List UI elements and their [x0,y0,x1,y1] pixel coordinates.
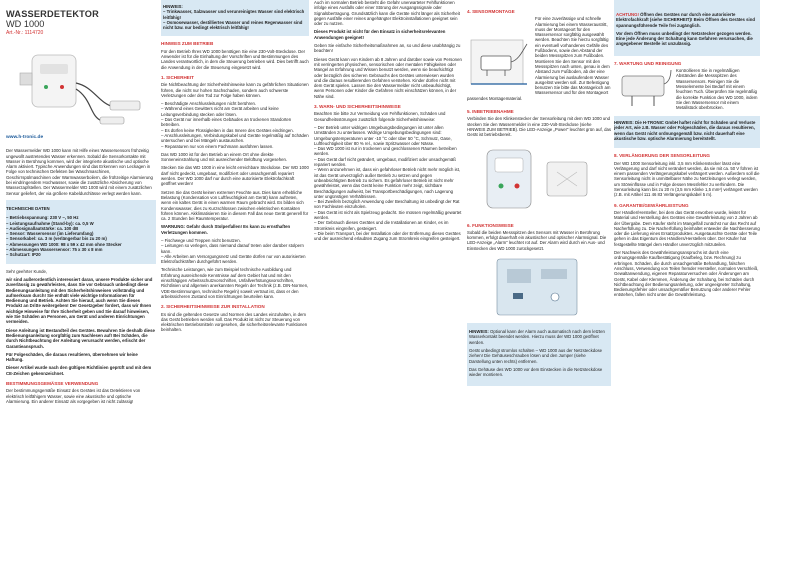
column-1 [6,0,156,569]
water-detector-illustration [6,37,156,129]
document-title: WASSERDETEKTOR [6,9,99,19]
warning-list: – Der Betrieb unter widrigen Umgebungsbedingungen ist unter allen Umständen zu unterlassen. Widrige Umgebungsbedingungen sind: Umgebungstemperaturen unter -10 °C oder über 50 °C, Schmutz, Gase, Luftfeuchtigkeit über 80 % rel., sowie Spritzwasser oder Nässe. – Das WD 1000 ist nur in trockenen und geschlossenen Räumen betreiben werden. – Das Gerät darf nicht geändert, umgebaut, modifiziert oder unsachgemäß repariert werden. – Wenn anzunehmen ist, dass ein gefahrloser Betrieb nicht mehr möglich ist, ist das Gerät unverzüglich außer Betrieb zu setzen und gegen unbeabsichtigten Betrieb zu sichern. Es gefahrloser Betrieb ist nicht mehr gewährleistet, wenn das Gerät keine Funktion mehr zeigt, sichtbare Beschädigungen aufweist, bei Transportbeschädigungen, nach Lagerung unter ungünstigen Verhältnissen. – Bei Zweifeln bezüglich Anwendung oder Beschaltung ist unbedingt der Rat von Fachleuten einzuholen. – Das Gerät ist nicht als Spielzeug gedacht. Sie müssen regelmäßig gewartet werden. – Der Gebrauch dieses Gerätes und die Installationen an Kinder, es im Stromkreis eingreifen, gesteigert. – Die beim Transport, bei der Installation oder der Entfernung dieses Gerätes und der ausreichend erlaubten Zugang zum Stromkreis eingreifen gesteigert. [314,124,462,242]
intended-use-text: Der bestimmungsgemäße Einsatz des Gerätes ist das Detektieren von elektrisch leitfähigem Wasser, sowie eine akustische und optische Alarmierung. Ein anderer Einsatz als vorgegeben ist nicht zulässig! [6,388,141,404]
warning-list: – Fischwege und Treppen nicht benutzen. – Leitungen so verlegen, dass niemand darauf treten oder darüber stolpern kann. – Alle Arbeiten am Versorgungsnetz und Geräte dürfen nur von autorisierten Elektrofachkräften durchgeführt werden. [161,237,306,265]
installation-text: Es sind die geltenden Gesetze und Normen des Landes einzuhalten, in dem das Gerät betrieben werden soll. Das Produkt ist nicht zur Steuerung von elektrischen Betriebsmitteln vorgesehen, die sicherheitsrelevante Funktionen beinhalten. [161,311,308,333]
tech-item: – Sensor: Wassersensor (im Lieferumfang) [6,231,94,237]
tech-item: – Audiosignallautstärke: ca. 100 dB [6,225,79,231]
notice-body: Die H-TRONIC GmbH haftet nicht für Schäden und Verluste jeder Art, wie z.B. Wasser oder Folgeschäden, die daraus resultieren, wenn das Gerät nicht ordnungsgemäß bzw. nicht dauerhaft eine akustische bzw. optische Alarmierung bereitstellt. [614,120,756,141]
warning-text [161,224,309,235]
operation-text: Für den Betrieb Ihres WD 1000 benötigen Sie eine 230-Volt-Steckdose. Der Anwender ist für die Einhaltung der Vorschriften und Bestimmungen des Landes verantwortlich, in dem die Steuerung betrieben wird. Dies betrifft auch die Anwendung in der die Steuerung eingesetzt wird. [161,48,309,70]
maintenance-text: Kontrollieren Sie in regelmäßigen Abständen die Messspitzen des Wassersensors. Reinigen Sie die Messelemente bei Bedarf mit einem feuchten Tuch. Überprüfen Sie regelmäßig die korrekte Funktion des WD 1000, indem Sie den Wassersensor mit einem Metallstück überbrücken. [676,68,758,111]
safety-paragraph: Das WD 1000 ist für den Betrieb an einem Ort ohne direkte Sonneneinstrahlung und mit ausreichender Belüftung vorgesehen. [161,151,288,163]
liability-notice-box [614,116,760,148]
notice-label: HINWEIS: [614,120,634,126]
operation-paragraph: Dieses Gerät kann von Kindern ab 8 Jahren und darüber sowie von Personen mit verringerten physischen, sensorischen oder mentalen Fähigkeiten oder Mangel an Erfahrung und Wissen benutzt werden, wenn sie beaufsichtigt oder bezüglich des sicheren Gebrauchs des Gerätes unterwiesen wurden und die daraus resultierenden Gefahren verstehen. Kinder dürfen nicht mit dem Gerät spielen. Lassen Sie den Wassermelder nicht unbeaufsichtigt, wenn Personen oder Kinder die Gefahren nicht einschätzen können, in der Nähe sind. [314,56,462,99]
sensor-mounting-text: Für eine zuverlässige und schnelle Alarmierung bei einem Wasseraustritt, muss der Montageort für den Wassersensor sorgfältig ausgewählt werden. Beachten Sie hierzu sorgfältig ein eventuell vorhandenes Gefälle des Fußbodens, sowie den Abstand der beiden Messspitzen zum Fußboden. Montieren Sie den Sensor mit den Messspitzen nach unten, genau in dem Abstand zum Fußboden, ab der eine Alarmierung bei auslaufendem Wasser ausgelöst werden soll. Zur Befestigung benutzen Sie bitte das Montageloch am Wassersensor und für den Montageort passendes Montagematerial. [467,16,611,101]
section-heading: HINWEIS ZUM BETRIEB [161,41,214,47]
maintenance-figure [614,68,672,114]
notice-item: – Osmosewasser, destilliertes Wasser und reines Regenwasser sind nicht bzw. nur bedingt elektrisch leitfähig! [163,19,303,31]
section-heading: 9. GARANTIE/GEWÄHRLEISTUNG [614,202,689,208]
jumper-notice-box [467,323,611,386]
safety-text: Die Nichtbeachtung der Sicherheitshinweise kann zu gefährlichen Situationen führen, die nicht nur hohen Sachschaden, sondern auch schwerste Verletzungen oder den Tod zur Folge haben können. [161,82,309,98]
notice-text [614,120,760,141]
tech-item: – Abmessungen WD 1000: 98 x 59 x 42 mm ohne Stecker [6,241,122,247]
section-heading: 1. SICHERHEIT [161,74,194,80]
circuit-board-illustration [467,255,610,319]
notice-text [469,329,607,345]
greeting: Sehr geehrter Kunde, [6,268,48,274]
circuit-board-figure [467,255,611,319]
sensor-mounting-illustration [467,36,531,92]
warranty-text: Der Händler/Hersteller, bei dem das Gerät erworben wurde, leistet für Material und Herstellung des Gerätes eine Gewährleistung von 2 Jahren ab der Übergabe. Dem Käufer steht im Mangelfall zunächst nur das Recht auf Nacherfüllung zu. Die Nacherfüllung beinhaltet entweder die Nachbesserung oder die Lieferung eines Ersatzproduktes. Ausgetauschte Geräte oder Teile gehen in das Eigentum des Händlers/Herstellers über. Der Käufer hat festgestellte Mängel dem Händler unverzüglich mitzuteilen. [614,209,760,247]
warning-body: Gefahr durch Stolperfallen! Es kann zu ernsthaften Verletzungen kommen. [161,224,291,235]
commissioning-text: Verbinden Sie den Klinkenstecker der Sensorleitung mit dem WD 1000 und stecken Sie den Wassermelder in eine 230-Volt-Steckdose (siehe HINWEIS ZUM BETRIEB). Die LED-Anzeige „Power“ leuchtet grün auf, das Gerät ist betriebsbereit. [467,116,611,138]
attention-text: Vor dem Öffnen muss unbedingt der Netzstecker gezogen werden. Eine jede Änderung der Schaltung kann Gefahren verursachen, die angegebener Bestelle ist unzulässig. [616,30,753,47]
notice-label: HINWEIS: [163,4,183,9]
safety-paragraph: Setzen Sie das Gerät keinen extremen Feuchte aus. Dies kann erhebliche Belastung (Kondensation von Luftfeuchtigkeit am Gerät) kann auftreten, wenn ein kaltes Gerät in einen warmen Raum gebracht wird. Es bilden sich Kondenswasser, dies zu Kurzschlüssen zwischen elektrischen Kontakten führen können. Akklimatisieren Sie in diesem Fall das neue Gerät generell für ca. 2 Stunden bei Raumtemperatur. [161,189,309,222]
attention-label: ACHTUNG! [616,12,639,17]
column-5-inner [614,0,760,569]
notice-body: Optional kann der Alarm auch automatisch nach dem letzten Wasserkontakt beendet werden. Hierzu muss der WD 1000 geöffnet werden. [469,329,605,345]
tech-data-heading: TECHNISCHE DATEN [6,205,50,211]
section-heading: 2. SICHERHEITSHINWEISE ZUR INSTALLATION [161,304,265,310]
column-3 [314,0,462,569]
tech-data-box [6,200,156,264]
tech-item: – Abmessungen Wassersensor: 75 x 30 x 8 mm [6,247,103,253]
intro-paragraph: Für Folgeschäden, die daraus resultieren, übernehmen wir keine Haftung. [6,351,138,363]
product-image [6,37,156,129]
warning-label: WARNUNG: [161,224,186,230]
intro-paragraph: Dieser Artikel wurde nach den gültigen Richtlinien geprüft und mit dem CE-Zeichen gekennzeichnet. [6,365,152,376]
attention-box [614,0,760,56]
notice-label: HINWEIS: [469,329,489,335]
section-heading: 8. VERLÄNGERUNG DER SENSORLEITUNG [614,153,710,159]
notice-text: Gerät unbedingt stromlos schalten – WD 1000 aus der Netzsteckdose ziehen! Die Gehäuseschrauben lösen und den Jumper (siehe Darstellung unten rechts) entfernen. [469,347,603,364]
tech-item: – Betriebsspannung: 230 V ~, 50 Hz [6,215,79,221]
extension-text: Der WD 1000 Sensorleitung inkl. 3,5 mm Klinkenstecker lässt eine Verlängerung und darf nicht verändert werden, da sie mit ca. 50 V führen ist einem passenden Verlängerungskabel verlängert werden. Außerdem soll die Sensorleitung nicht in unmittelbarer Nähe zu Netzleitungen verlegt werden, um Störeinflüsse und in Folge dessen Messfehler zu verhindern. Die Sensorleitung kann bis zu 20 m (3,5 mm Klinke 1,5 mm²) verlängert werden (z.B. mit Artikel 111 46 83 Verlängerungskabel 5 m). [614,160,760,198]
section-heading: BESTIMMUNGSGEMÄSSE VERWENDUNG [6,380,99,386]
notice-item: – Trinkwasser, Salzwasser und verunreinigtes Wasser sind elektrisch leitfähig! [163,9,305,20]
intro-paragraph: Diese Anleitung ist Bestandteil des Gerätes. Bewahren Sie deshalb diese Bedienungsanleitung sorgfältig zum Nachlesen auf! Bei Schäden, die durch Nichtbeachtung der Anleitung verursacht werden, erlischt der Garantieanspruch. [6,327,155,349]
device-front-figure [467,142,611,218]
tech-item: – Schutzart: IP20 [6,252,41,258]
section-heading: 5. INBETRIEBNAHME [467,109,514,115]
column-right [614,0,762,569]
operation-paragraph: Auch im normalen Betrieb besteht die Gefahr unerwarteter Fehlfunktionen infolge eines Ausfalls oder einer Störung der Ausgangssignale oder Signalübertragung. Grundsätzlich kann die Geräte nicht länger als Sicherheit gegen Ausfälle einer reines angehängter Elektroinstallationen geeignet sein oder zu nutzen. [314,0,460,27]
tech-item: – Sensorkabel: ca. 3 m (verlängerbar bis zu 20 m) [6,236,107,242]
attention-body: Öffnen des Gerätes nur durch eine autorisierte Elektrofachkraft (siehe SICHERHEIT)! Beim Öffnen des Gerätes sind spannungsführende Teile frei zugänglich. [616,12,755,28]
intro-paragraph: wir sind außerordentlich interessiert daran, unsere Produkte sicher und zuverlässig zu gewährleisten, dass Sie vor Gebrauch unbedingt diese Bedienungsanleitung mit den Sicherheitshinweisen vollständig und aufmerksam durch! Sie enthält viele wichtige Informationen für Bedienung und Betrieb. Achten Sie hierauf, auch wenn Sie dieses Produkt an Dritte weitergeben! Der Gesetzgeber fordert, dass wir Ihnen wichtige Hinweise für Ihre Sicherheit geben und Sie darauf hinweisen, wie Sie Schäden an Personen, am Gerät und anderen Einrichtungen vermeiden. [6,276,153,325]
section-heading: 4. SENSORMONTAGE [467,9,515,14]
intro-text: Der Wassermelder WD 1000 kann mit Hilfe eines Wassersensors frühzeitig ungewollt austretendes Wasser erkennen. Sobald die Sensorkontakte mit Wasser in Berührung kommen, wird der integrierte akustische und optische Alarm aktiviert. Typische Anwendungen sind das Erkennen von Leckagen in Folge von technischen Defekten bei Waschmaschinen, Geschirrspülmaschinen oder Warmwasserboilern, die frühzeitige Alarmierung bei eindringendem Hochwasser, sowie die zusätzliche Absicherung von Wasserzapfstellen. Der Wassermelder WD 1000 wird mit einem zusätzlichen Sensor geliefert, der via größere Kabeldurchlässe verlegt werden kann. [6,148,153,196]
notice-box [161,0,309,36]
operation-paragraph: Geben Sie einfache Sicherheitsmaßnahmen an, so und diese unabhängig zu beachten! [314,43,461,54]
section-heading: 3. WARN- UND SICHERHEITSHINWEISE [314,104,401,110]
warning-intro: Beachten Sie bitte zur Vermeidung von Fehlfunktionen, Schäden und Gesundheitsstörungen zusätzlich folgende Sicherheitshinweise: [314,111,446,122]
article-number: Art.-Nr.: 1114720 [6,30,44,36]
section-heading: 7. WARTUNG UND REINIGUNG [614,60,682,66]
safety-paragraph: Technische Leistungen, wie zum Beispiel technische Ausbildung und Erfahrung ausreichende Kenntnisse auf dem Gebiet hat und mit den einschlägigen Arbeitsschutzvorschriften, Unfallverhütungsvorschriften, Richtlinien und allgemein anerkannten Regeln der Technik (z.B. DIN-Normen, VDE-Bestimmungen, technische Regeln) soweit vertraut ist, dass er den arbeitssicheren Zustand von Einrichtungen beurteilen kann. [161,267,309,299]
sensor-illustration [614,68,672,114]
website-url[interactable]: www.h-tronic.de [6,135,44,140]
column-4 [467,0,611,569]
notice-text: Das Gehäuse des WD 1000 vor dem Einstecken in die Netzsteckdose wieder montieren. [469,366,603,378]
safety-note: Dieses Produkt ist nicht für den Einsatz in sicherheitsrelevanten Anwendungen geeignet! [314,29,446,40]
sensor-mounting-figure [467,36,531,92]
model-name: WD 1000 [6,19,45,29]
tech-item: – Leistungsaufnahme (Stand-by): ca. 0,5 W [6,220,94,226]
attention-text [616,12,756,28]
column-2 [161,0,309,569]
device-front-illustration [467,142,610,218]
warranty-text: Der Nachweis des Gewährleistungsanspruchs ist durch eine ordnungsgemäße Kaufbestätigung (Kaufbeleg, bzw. Rechnung) zu erbringen. Schäden, die durch unsachgemäße Behandlung, falschen Anschluss, Verwendung von Teilen fremder Hersteller, normalen Verschleiß, Gewaltanwendung, eigenen Reparaturversuchen oder Änderungen am Gerät, Kabel oder Klemmen, Änderung der Schaltung, bei Schäden durch Nichtbeachtung der Bedienungsanleitung, oder ungeeigneter Schaltung, Bedienungsfehler oder unsachgemäßer Benutzung oder anderer Fehler entstehen, fallen nicht unter die Gewährleistung. [614,250,759,298]
section-heading: 6. FUNKTIONSWEISE [467,222,514,228]
function-text: Sobald die beiden Messspitzen des Sensors mit Wasser in Berührung kommen, erfolgt dauerhaft ein akustischer und optischer Alarmsignal. Die LED-Anzeige „Alarm“ leuchtet rot auf. Der Alarm wird durch ein Aus- und Einstecken des WD 1000 zurückgesetzt. [467,229,607,251]
safety-paragraph: Stecken Sie das WD 1000 in eine leicht erreichbare Steckdose. Der WD 1000 darf nicht gedeckt, umgebaut, modifiziert oder unsachgemäß repariert werden. Der WD 1000 darf nur durch eine autorisierte Elektrofachkraft geöffnet werden! [161,165,309,187]
safety-list: – Beschädigte Anschlussleitungen nicht berühren. – Während eines Gewitters nicht am Gerät arbeiten und keine Leitungsverbindung stecken oder lösen. – Das Gerät nur innerhalb eines Gebäudes an trockenen Standorten betreiben. – Es dürfen keine Flüssigkeiten in das Innere des Gerätes eindringen. – Anschlussleitungen, Verbindungskabel und Geräte regelmäßig auf Schäden untersuchen und bei Mängeln austauschen. – Reparaturen nur von einem Fachmann ausführen lassen. [161,101,309,149]
